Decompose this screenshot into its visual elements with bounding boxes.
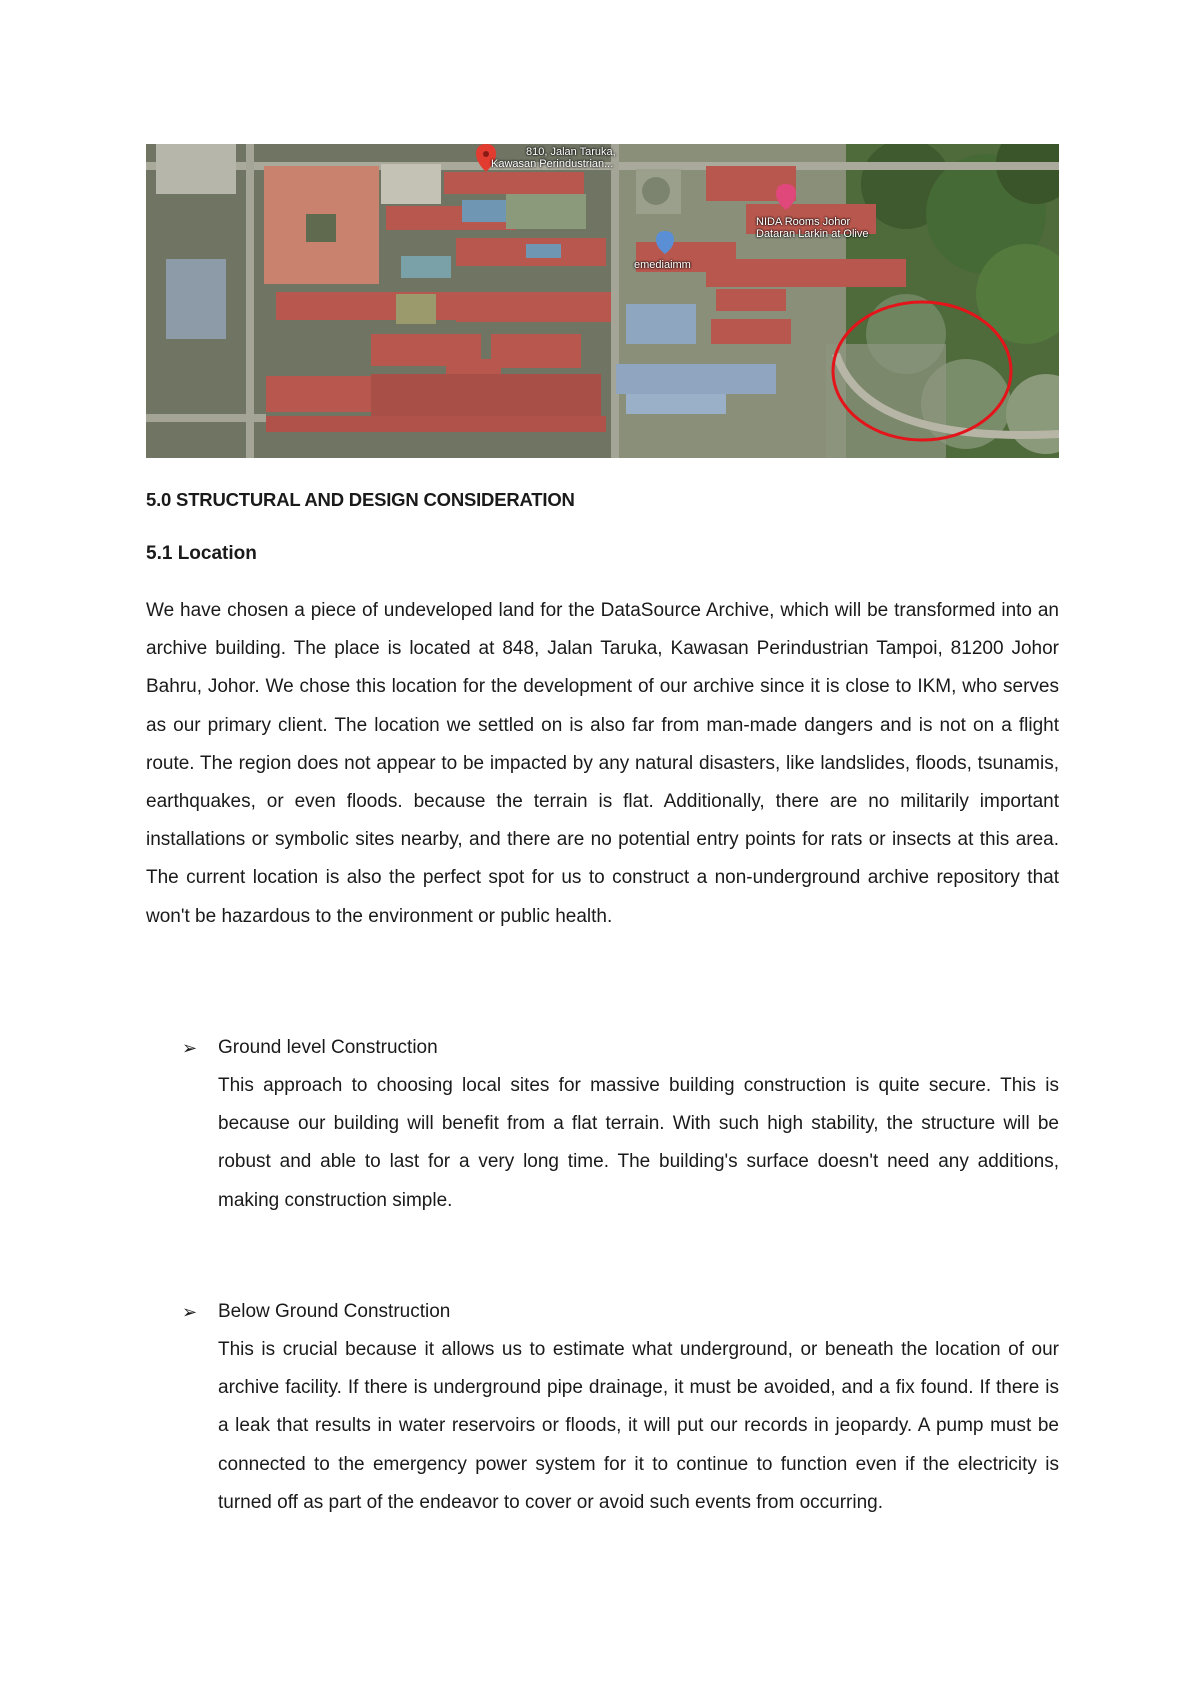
map-hotel-label-line1: NIDA Rooms Johor [756, 216, 851, 228]
satellite-map-graphic [146, 144, 1059, 458]
satellite-map-image [146, 144, 1059, 458]
bullet-body: This is crucial because it allows us to estimate what underground, or beneath the location of our archive facility. If there is underground pipe drainage, it must be avoided, and a fix found. If there is a leak that results in water reservoirs or floods, it will put our records in jeopardy. A pump must be connected to the emergency power system for it to continue to function even if the electricity is turned off as part of the endeavor to cover or avoid such events from occurring. [218, 1339, 1059, 1513]
map-hotel-label-line2: Dataran Larkin at Olive [756, 228, 869, 240]
arrow-bullet-icon: ➢ [182, 1038, 198, 1058]
arrow-bullet-icon: ➢ [182, 1302, 198, 1322]
map-pin-label-line1: 810, Jalan Taruka, [526, 146, 616, 158]
map-place-label: emediaimm [634, 259, 691, 271]
section-subheading: 5.1 Location [146, 543, 257, 564]
location-paragraph: We have chosen a piece of undeveloped land for the DataSource Archive, which will be transformed into an archive building. The place is located at 848, Jalan Taruka, Kawasan Perindustrian Tampoi, 81200 Johor Bahru, Johor. We chose this location for the development of our archive since it is close to IKM, who serves as our primary client. The location we settled on is also far from man-made dangers and is not on a flight route. The region does not appear to be impacted by any natural disasters, like landslides, floods, tsunamis, earthquakes, or even floods. because the terrain is flat. Additionally, there are no militarily important installations or symbolic sites nearby, and there are no potential entry points for rats or insects at this area. The current location is also the perfect spot for us to construct a non-underground archive repository that won't be hazardous to the environment or public health. [146, 600, 1059, 927]
bullet-title: Ground level Construction [218, 1037, 438, 1058]
map-pin-label-line2: Kawasan Perindustrian... [491, 158, 614, 170]
section-heading: 5.0 STRUCTURAL AND DESIGN CONSIDERATION [146, 489, 575, 510]
bullet-body: This approach to choosing local sites for massive building construction is quite secure. This is because our building will benefit from a flat terrain. With such high stability, the structure will be robust and able to last for a very long time. The building's surface doesn't need any additions, making construction simple. [218, 1075, 1059, 1211]
bullet-title: Below Ground Construction [218, 1301, 451, 1322]
